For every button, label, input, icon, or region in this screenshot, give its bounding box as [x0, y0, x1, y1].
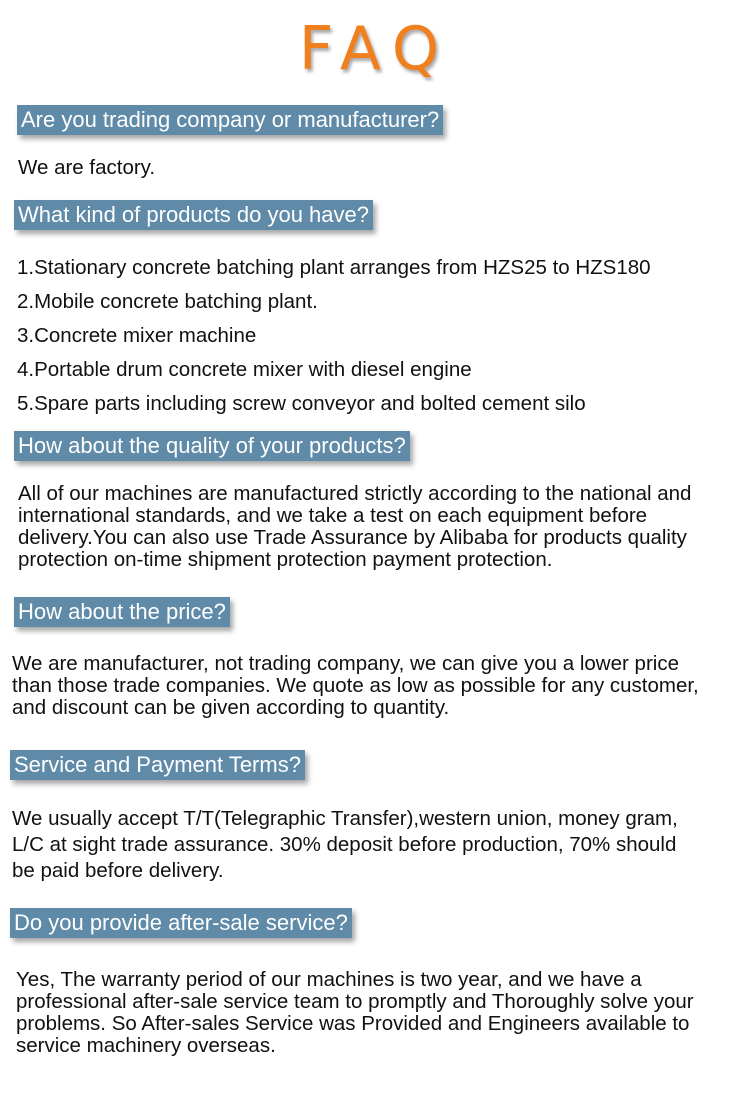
faq-answer-after-sale-service: [16, 969, 694, 1057]
faq-question-quality: How about the quality of your products?: [14, 431, 410, 461]
answer-line: L/C at sight trade assurance. 30% deposit before production, 70% should: [12, 833, 677, 856]
faq-question-products: What kind of products do you have?: [14, 200, 373, 230]
faq-question-price: How about the price?: [14, 597, 230, 627]
list-item: 5.Spare parts including screw conveyor and bolted cement silo: [17, 392, 586, 415]
faq-question-payment-terms: Service and Payment Terms?: [10, 750, 305, 780]
page-title: FAQ: [298, 14, 452, 84]
answer-line: We usually accept T/T(Telegraphic Transfer),western union, money gram,: [12, 807, 678, 830]
faq-question-trading-or-manufacturer: Are you trading company or manufacturer?: [17, 105, 443, 135]
answer-line: international standards, and we take a test on each equipment before: [18, 504, 648, 527]
faq-question-after-sale-service: Do you provide after-sale service?: [10, 908, 352, 938]
list-item: 3.Concrete mixer machine: [17, 324, 257, 347]
answer-line: service machinery overseas.: [16, 1034, 276, 1057]
answer-line: be paid before delivery.: [12, 859, 224, 882]
answer-line: All of our machines are manufactured strictly according to the national and: [18, 482, 692, 505]
faq-answer-quality: [18, 483, 691, 571]
list-item: 1.Stationary concrete batching plant arranges from HZS25 to HZS180: [17, 256, 651, 279]
list-item: 4.Portable drum concrete mixer with diesel engine: [17, 358, 472, 381]
answer-line: than those trade companies. We quote as low as possible for any customer,: [12, 674, 699, 697]
faq-answer-payment-terms: [12, 806, 678, 884]
answer-line: professional after-sale service team to promptly and Thoroughly solve your: [16, 990, 694, 1013]
list-item: 2.Mobile concrete batching plant.: [17, 290, 318, 313]
answer-line: problems. So After-sales Service was Provided and Engineers available to: [16, 1012, 690, 1035]
answer-line: Yes, The warranty period of our machines is two year, and we have a: [16, 968, 642, 991]
faq-answer-price: [12, 653, 699, 719]
faq-answer-trading-or-manufacturer: We are factory.: [18, 156, 156, 179]
answer-line: and discount can be given according to quantity.: [12, 696, 450, 719]
answer-line: protection on-time shipment protection payment protection.: [18, 548, 553, 571]
answer-line: delivery.You can also use Trade Assurance by Alibaba for products quality: [18, 526, 687, 549]
faq-answer-products-list: [17, 251, 651, 421]
answer-line: We are manufacturer, not trading company, we can give you a lower price: [12, 652, 679, 675]
